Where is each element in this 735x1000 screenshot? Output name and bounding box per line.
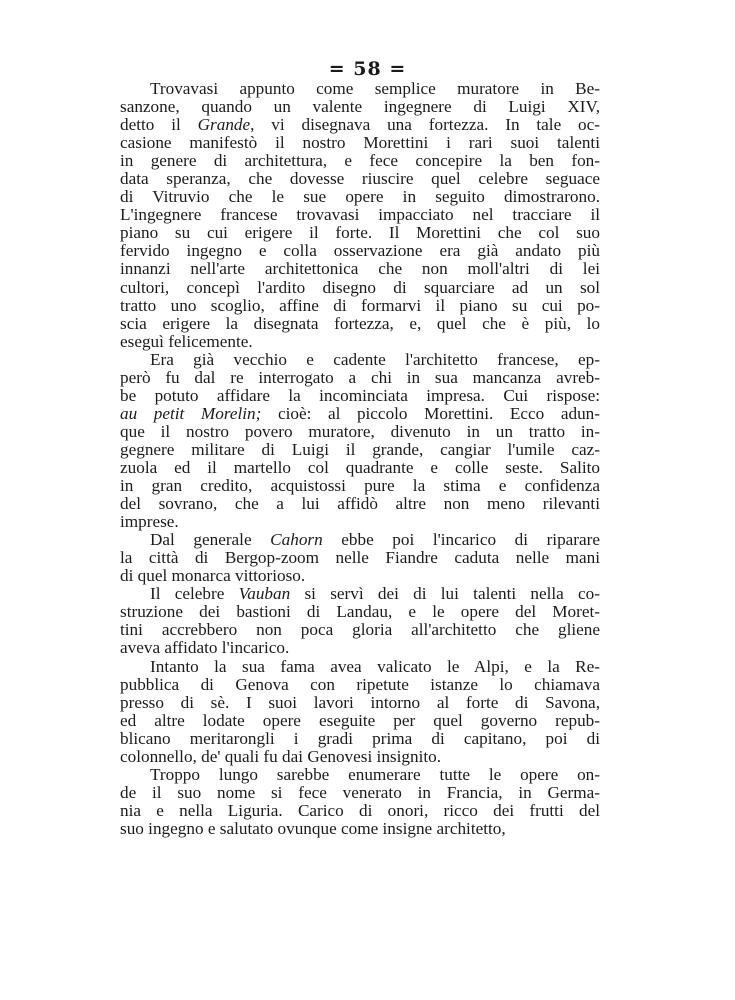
text-line: [120, 495, 600, 513]
text-line: [120, 585, 600, 603]
text-run: Troppo lungo sarebbe enumerare tutte le opere on-: [150, 764, 600, 784]
text-run: di Vitruvio che le sue opere in seguito dimostrarono.: [120, 187, 600, 207]
text-line: [120, 459, 600, 477]
paragraph: [120, 351, 600, 531]
text-run: de il suo nome si fece venerato in Francia, in Germa-: [120, 782, 600, 802]
italic-text: Vauban: [238, 584, 291, 604]
text-line: [120, 748, 600, 766]
text-line: [120, 549, 600, 567]
text-run: piano su cui erigere il forte. Il Morettini che col suo: [120, 223, 600, 243]
text-run: detto il: [120, 115, 198, 135]
text-run: si servì dei di lui talenti nella co-: [290, 584, 600, 604]
text-line: [120, 423, 600, 441]
text-run: struzione dei bastioni di Landau, e le opere del Moret-: [120, 602, 600, 622]
text-run: aveva affidato l'incarico.: [120, 638, 290, 658]
text-run: però fu dal re interrogato a chi in sua mancanza avreb-: [120, 367, 600, 387]
text-line: [120, 658, 600, 676]
paragraph: [120, 531, 600, 585]
text-run: zuola ed il martello col quadrante e colle seste. Salito: [120, 457, 600, 477]
text-run: tratto uno scoglio, affine di formarvi il piano su cui po-: [120, 295, 600, 315]
text-run: sanzone, quando un valente ingegnere di Luigi XIV,: [120, 97, 600, 117]
text-line: [120, 98, 600, 116]
text-line: [120, 315, 600, 333]
text-line: [120, 639, 600, 657]
text-line: [120, 676, 600, 694]
text-line: [120, 730, 600, 748]
text-line: [120, 477, 600, 495]
italic-text: Grande: [197, 115, 251, 135]
text-run: Dal generale: [150, 530, 271, 550]
text-line: [120, 260, 600, 278]
text-run: in gran credito, acquistossi pure la stima e confidenza: [120, 476, 600, 496]
text-run: casione manifestò il nostro Morettini i rari suoi talenti: [120, 133, 600, 153]
text-run: eseguì felicemente.: [120, 331, 253, 351]
text-line: [120, 694, 600, 712]
text-run: ed altre lodate opere eseguite per quel governo repub-: [120, 710, 600, 730]
text-run: tini accrebbero non poca gloria all'architetto che gliene: [120, 620, 600, 640]
text-run: fervido ingegno e colla osservazione era già andato più: [120, 241, 600, 261]
text-run: nia e nella Liguria. Carico di onori, ricco dei frutti del: [120, 800, 600, 820]
text-run: Intanto la sua fama avea valicato le Alpi, e la Re-: [150, 656, 600, 676]
text-line: [120, 784, 600, 802]
text-line: [120, 152, 600, 170]
text-run: imprese.: [120, 512, 179, 532]
text-run: blicano meritarongli i gradi prima di capitano, poi di: [120, 728, 600, 748]
text-run: que il nostro povero muratore, divenuto in un tratto in-: [120, 421, 600, 441]
text-line: [120, 802, 600, 820]
text-line: [120, 441, 600, 459]
text-run: Trovavasi appunto come semplice muratore in Be-: [150, 79, 600, 98]
text-run: pubblica di Genova con ripetute istanze lo chiamava: [120, 674, 600, 694]
text-run: scia erigere la disegnata fortezza, e, quel che è più, lo: [120, 313, 600, 333]
body-text: [120, 80, 600, 838]
text-run: suo ingegno e salutato ovunque come insigne architetto,: [120, 818, 506, 838]
text-line: [120, 297, 600, 315]
text-run: Il celebre: [150, 584, 239, 604]
text-line: [120, 603, 600, 621]
text-line: [120, 351, 600, 369]
italic-text: Cahorn: [270, 530, 323, 550]
text-run: gegnere militare di Luigi il grande, cangiar l'umile caz-: [120, 439, 600, 459]
text-line: [120, 134, 600, 152]
text-line: [120, 712, 600, 730]
text-line: [120, 621, 600, 639]
text-line: [120, 170, 600, 188]
text-line: [120, 405, 600, 423]
text-run: in genere di architettura, e fece concepire la ben fon-: [120, 151, 600, 171]
text-line: [120, 333, 600, 351]
paragraph: [120, 80, 600, 351]
text-run: presso di sè. I suoi lavori intorno al forte di Savona,: [120, 692, 600, 712]
text-run: del sovrano, che a lui affidò altre non meno rilevanti: [120, 494, 600, 514]
text-line: [120, 206, 600, 224]
text-run: cultori, concepì l'ardito disegno di squarciare ad un sol: [120, 277, 600, 297]
text-run: ebbe poi l'incarico di riparare: [322, 530, 600, 550]
text-run: cioè: al piccolo Morettini. Ecco adun-: [261, 403, 600, 423]
text-line: [120, 279, 600, 297]
text-line: [120, 188, 600, 206]
text-line: [120, 369, 600, 387]
italic-text: au petit Morelin;: [120, 403, 262, 423]
text-line: [120, 224, 600, 242]
text-line: [120, 80, 600, 98]
text-run: la città di Bergop-zoom nelle Fiandre caduta nelle mani: [120, 548, 600, 568]
paragraph: [120, 658, 600, 766]
text-line: [120, 513, 600, 531]
text-run: innanzi nell'arte architettonica che non moll'altri di lei: [120, 259, 600, 279]
text-line: [120, 820, 600, 838]
text-run: Era già vecchio e cadente l'architetto francese, ep-: [150, 349, 600, 369]
paragraph: [120, 585, 600, 657]
text-run: data speranza, che dovesse riuscire quel celebre seguace: [120, 169, 600, 189]
text-line: [120, 531, 600, 549]
text-run: colonnello, de' quali fu dai Genovesi insignito.: [120, 746, 442, 766]
text-line: [120, 242, 600, 260]
text-run: L'ingegnere francese trovavasi impacciato nel tracciare il: [120, 205, 600, 225]
paragraph: [120, 766, 600, 838]
text-line: [120, 567, 600, 585]
text-line: [120, 116, 600, 134]
text-line: [120, 766, 600, 784]
text-run: , vi disegnava una fortezza. In tale oc-: [250, 115, 601, 135]
text-line: [120, 387, 600, 405]
page-number: = 58 =: [328, 58, 407, 80]
text-run: be potuto affidare la incominciata impresa. Cui rispose:: [120, 385, 600, 405]
text-run: di quel monarca vittorioso.: [120, 566, 306, 586]
